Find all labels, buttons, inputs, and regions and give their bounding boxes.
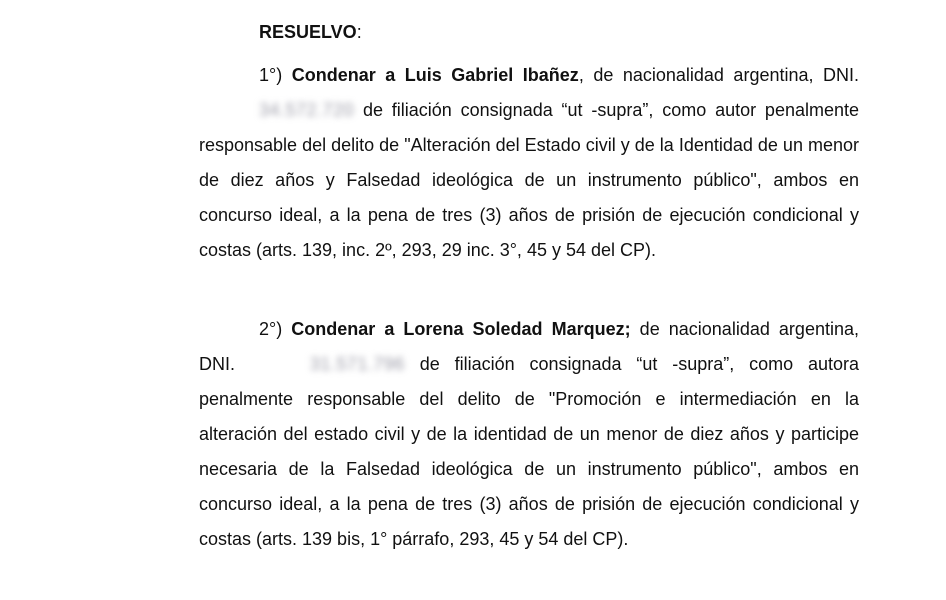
item-1-body: de filiación consignada “ut -supra”, como autor penalmente responsable del delito de "Alteración del Estado civil y de la Identidad de un menor de diez años y Falsedad ideológica de un instrumento público", ambos en concurso ideal, a la pena de tres (3) años de prisión de ejecución condicional y costas (arts. 139, inc. 2º, 293, 29 inc. 3°, 45 y 54 del CP). [199,100,859,260]
item-2-sentence: Condenar a Lorena Soledad Marquez; [291,319,631,339]
item-1-sentence: Condenar a Luis Gabriel Ibañez [291,65,579,85]
item-1-nationality: , de nacionalidad argentina, DNI. [578,65,860,85]
resolution-heading-title: RESUELVO [259,22,357,42]
item-1-redacted-dni: 34.572.720 [259,100,355,120]
item-2-nationality: de nacionalidad argentina, DNI. [199,319,859,374]
resolution-heading-colon: : [356,22,362,42]
resolution-item-1 [199,58,859,268]
item-2-redacted-dni: 31.571.796 [309,354,405,374]
item-2-number: 2°) [259,319,283,339]
resolution-item-2 [199,312,859,557]
item-1-number: 1°) [259,65,283,85]
resolution-heading [259,20,362,44]
item-2-body: de filiación consignada “ut -supra”, como autora penalmente responsable del delito de "Promoción e intermediación en la alteración del estado civil y de la identidad de un menor de diez años y participe necesaria de la Falsedad ideológica de un instrumento público", ambos en concurso ideal, a la pena de tres (3) años de prisión de ejecución condicional y costas (arts. 139 bis, 1° párrafo, 293, 45 y 54 del CP). [199,354,859,549]
